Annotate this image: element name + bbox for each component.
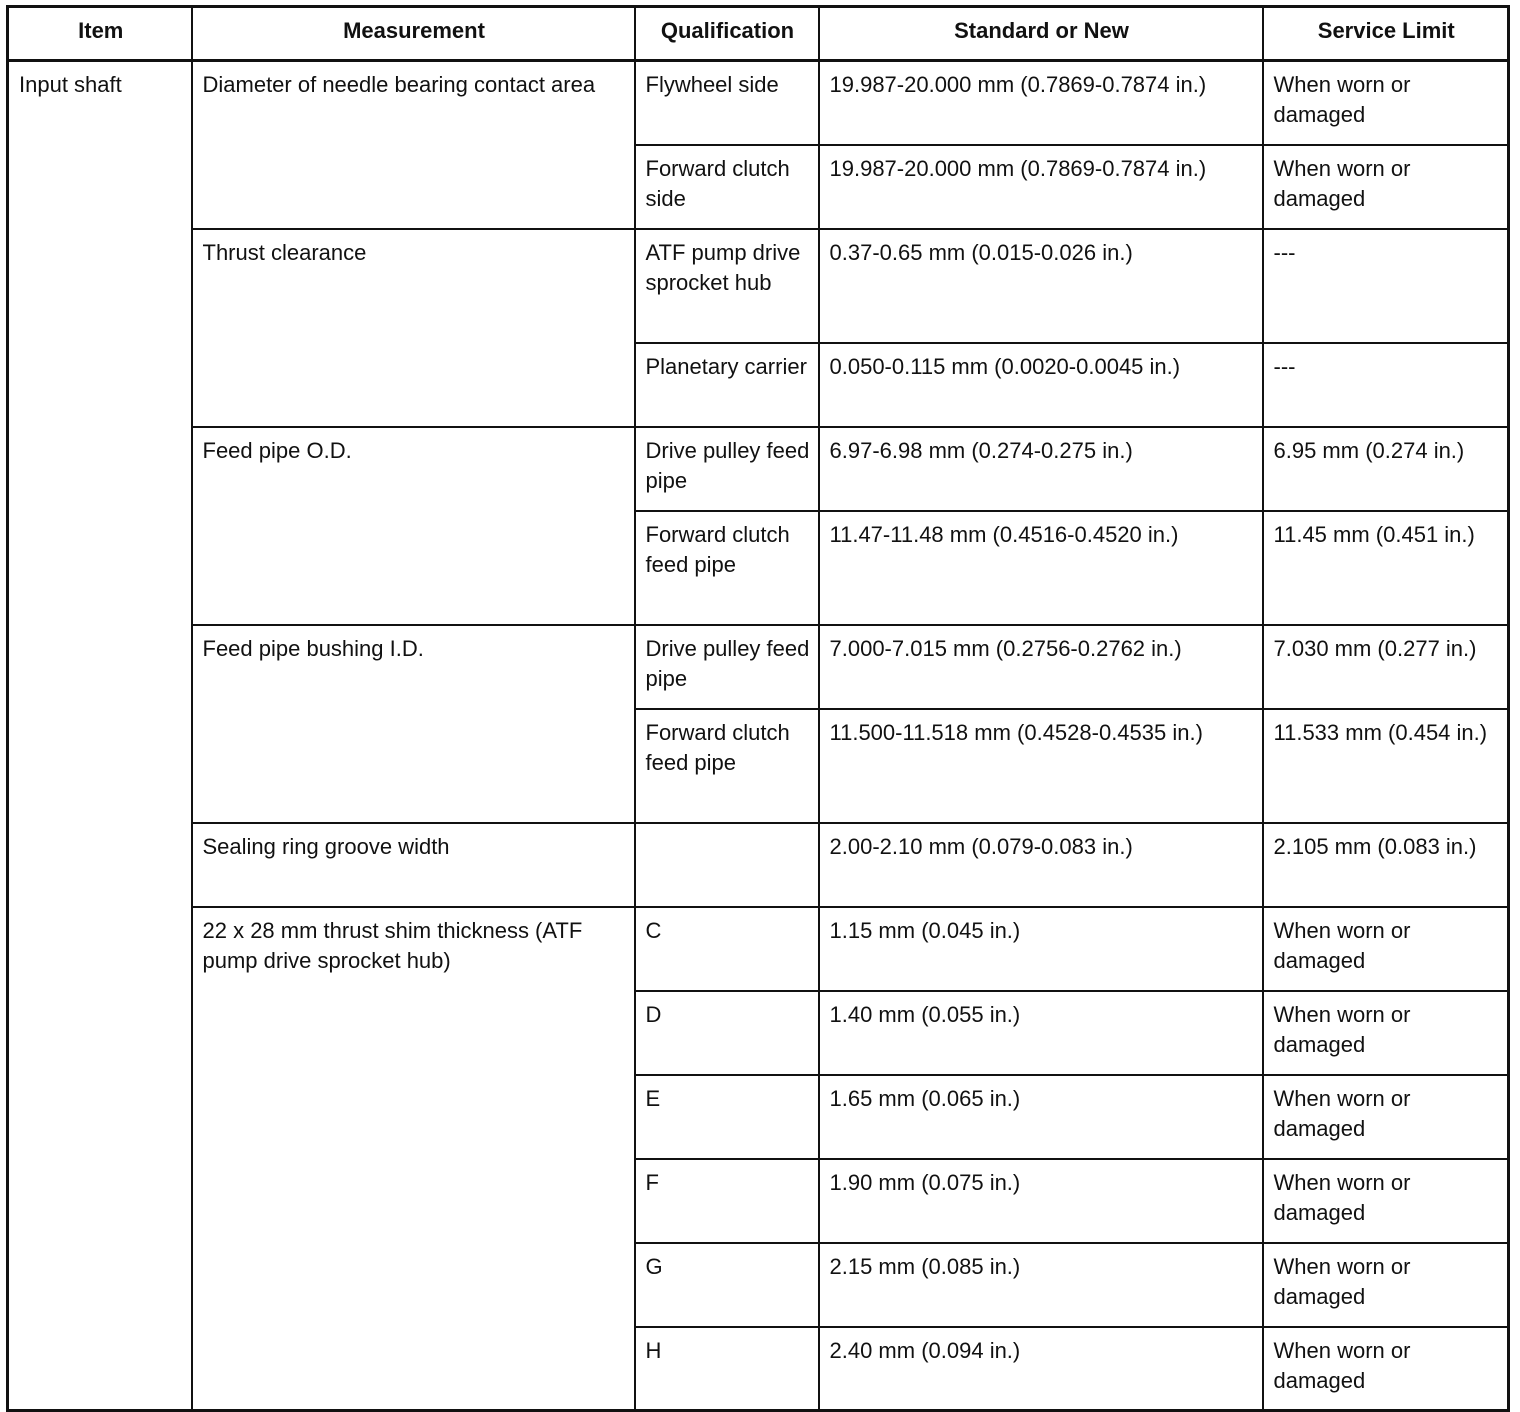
measurement-cell: Feed pipe bushing I.D. (192, 625, 635, 823)
measurement-cell: Sealing ring groove width (192, 823, 635, 907)
measurement-cell: Feed pipe O.D. (192, 427, 635, 625)
limit-cell: --- (1263, 229, 1509, 343)
header-standard: Standard or New (819, 7, 1263, 61)
header-service-limit: Service Limit (1263, 7, 1509, 61)
header-measurement: Measurement (192, 7, 635, 61)
standard-cell: 11.47-11.48 mm (0.4516-0.4520 in.) (819, 511, 1263, 625)
limit-cell: When worn or damaged (1263, 1327, 1509, 1411)
qualification-cell: E (635, 1075, 819, 1159)
measurement-cell: Thrust clearance (192, 229, 635, 427)
item-cell: Input shaft (8, 61, 192, 1411)
qualification-cell: Drive pulley feed pipe (635, 625, 819, 709)
limit-cell: When worn or damaged (1263, 991, 1509, 1075)
qualification-cell: Forward clutch side (635, 145, 819, 229)
limit-cell: 6.95 mm (0.274 in.) (1263, 427, 1509, 511)
qualification-cell: Planetary carrier (635, 343, 819, 427)
table-row (8, 61, 1509, 145)
standard-cell: 1.40 mm (0.055 in.) (819, 991, 1263, 1075)
limit-cell: 11.45 mm (0.451 in.) (1263, 511, 1509, 625)
table-row (8, 229, 1509, 343)
standard-cell: 6.97-6.98 mm (0.274-0.275 in.) (819, 427, 1263, 511)
limit-cell: 11.533 mm (0.454 in.) (1263, 709, 1509, 823)
standard-cell: 2.00-2.10 mm (0.079-0.083 in.) (819, 823, 1263, 907)
table-row (8, 823, 1509, 907)
qualification-cell: Drive pulley feed pipe (635, 427, 819, 511)
limit-cell: When worn or damaged (1263, 145, 1509, 229)
limit-cell: When worn or damaged (1263, 907, 1509, 991)
standard-cell: 1.65 mm (0.065 in.) (819, 1075, 1263, 1159)
qualification-cell: G (635, 1243, 819, 1327)
qualification-cell: D (635, 991, 819, 1075)
header-row (8, 7, 1509, 61)
limit-cell: When worn or damaged (1263, 1243, 1509, 1327)
qualification-cell: Forward clutch feed pipe (635, 511, 819, 625)
table-row (8, 427, 1509, 511)
limit-cell: 2.105 mm (0.083 in.) (1263, 823, 1509, 907)
standard-cell: 0.37-0.65 mm (0.015-0.026 in.) (819, 229, 1263, 343)
standard-cell: 1.90 mm (0.075 in.) (819, 1159, 1263, 1243)
limit-cell: --- (1263, 343, 1509, 427)
qualification-cell (635, 823, 819, 907)
standard-cell: 11.500-11.518 mm (0.4528-0.4535 in.) (819, 709, 1263, 823)
limit-cell: When worn or damaged (1263, 61, 1509, 145)
limit-cell: When worn or damaged (1263, 1159, 1509, 1243)
standard-cell: 7.000-7.015 mm (0.2756-0.2762 in.) (819, 625, 1263, 709)
header-qualification: Qualification (635, 7, 819, 61)
qualification-cell: F (635, 1159, 819, 1243)
spec-table (6, 5, 1510, 1412)
qualification-cell: C (635, 907, 819, 991)
measurement-cell: Diameter of needle bearing contact area (192, 61, 635, 229)
standard-cell: 0.050-0.115 mm (0.0020-0.0045 in.) (819, 343, 1263, 427)
qualification-cell: H (635, 1327, 819, 1411)
qualification-cell: Flywheel side (635, 61, 819, 145)
standard-cell: 2.40 mm (0.094 in.) (819, 1327, 1263, 1411)
qualification-cell: ATF pump drive sprocket hub (635, 229, 819, 343)
standard-cell: 1.15 mm (0.045 in.) (819, 907, 1263, 991)
standard-cell: 2.15 mm (0.085 in.) (819, 1243, 1263, 1327)
standard-cell: 19.987-20.000 mm (0.7869-0.7874 in.) (819, 145, 1263, 229)
standard-cell: 19.987-20.000 mm (0.7869-0.7874 in.) (819, 61, 1263, 145)
header-item: Item (8, 7, 192, 61)
table-row (8, 625, 1509, 709)
measurement-cell: 22 x 28 mm thrust shim thickness (ATF pump drive sprocket hub) (192, 907, 635, 1411)
qualification-cell: Forward clutch feed pipe (635, 709, 819, 823)
table-row (8, 907, 1509, 991)
limit-cell: 7.030 mm (0.277 in.) (1263, 625, 1509, 709)
limit-cell: When worn or damaged (1263, 1075, 1509, 1159)
